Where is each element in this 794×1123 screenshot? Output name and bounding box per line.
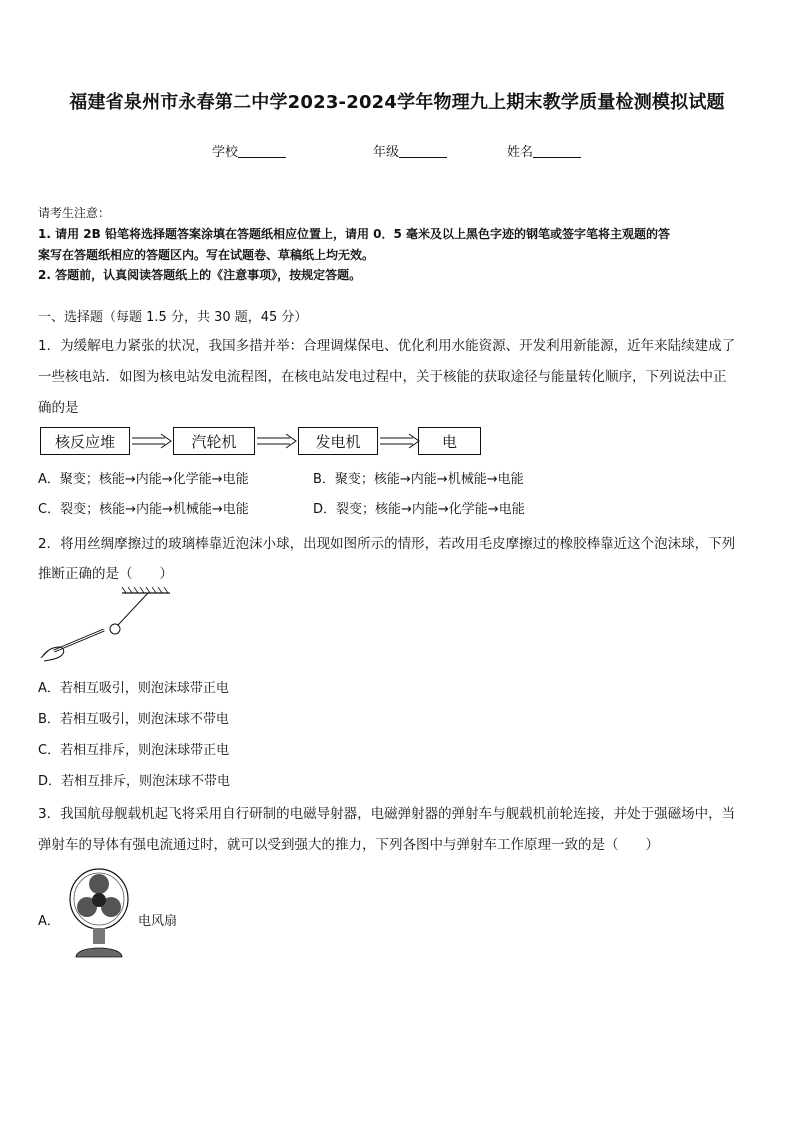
- name-field[interactable]: 姓名: [507, 141, 581, 160]
- q1-text-line2: 一些核电站．如图为核电站发电流程图，在核电站发电过程中，关于核能的获取途径与能量转化顺序，下列说法中正: [38, 369, 727, 385]
- q2-option-a[interactable]: A．若相互吸引，则泡沫球带正电: [38, 681, 229, 696]
- q3-option-a-label: 电风扇: [138, 914, 178, 929]
- q3-option-a-letter[interactable]: A．: [38, 914, 60, 929]
- flow-arrow-icon: [131, 433, 173, 449]
- q2-option-d[interactable]: D．若相互排斥，则泡沫球不带电: [38, 774, 231, 789]
- flow-box-reactor: 核反应堆: [40, 427, 130, 455]
- flow-box-generator: 发电机: [298, 427, 378, 455]
- q3-text-line2: 弹射车的导体有强电流通过时，就可以受到强大的推力，下列各图中与弹射车工作原理一致的是（ ）: [38, 837, 659, 853]
- notice-item-2: 2. 答题前，认真阅读答题纸上的《注意事项》，按规定答题。: [38, 268, 362, 282]
- notice-heading: 请考生注意：: [38, 206, 111, 220]
- notice-item-1: 1. 请用 2B 铅笔将选择题答案涂填在答题纸相应位置上，请用 0．5 毫米及以上黑色字迹的钢笔或签字笔将主观题的答: [38, 227, 670, 241]
- q2-option-c[interactable]: C．若相互排斥，则泡沫球带正电: [38, 743, 230, 758]
- electric-fan-icon: [66, 865, 132, 959]
- q1-text-line3: 确的是: [38, 400, 79, 416]
- page-title: 福建省泉州市永春第二中学2023-2024学年物理九上期末教学质量检测模拟试题: [69, 92, 725, 113]
- q1-option-d[interactable]: D．裂变；核能→内能→化学能→电能: [313, 502, 525, 517]
- flow-box-electricity: 电: [418, 427, 481, 455]
- flow-arrow-icon: [256, 433, 298, 449]
- q2-text-line1: 2．将用丝绸摩擦过的玻璃棒靠近泡沫小球，出现如图所示的情形，若改用毛皮摩擦过的橡胶棒靠近这个泡沫球，下列: [38, 536, 736, 552]
- q1-text-line1: 1．为缓解电力紧张的状况，我国多措并举：合理调煤保电、优化利用水能资源、开发利用新能源，近年来陆续建成了: [38, 338, 736, 354]
- q1-option-c[interactable]: C．裂变；核能→内能→机械能→电能: [38, 502, 249, 517]
- q3-text-line1: 3．我国航母舰载机起飞将采用自行研制的电磁导射器，电磁弹射器的弹射车与舰载机前轮连接，并处于强磁场中，当: [38, 806, 736, 822]
- flow-box-turbine: 汽轮机: [173, 427, 255, 455]
- q1-option-b[interactable]: B．聚变；核能→内能→机械能→电能: [313, 472, 524, 487]
- section-heading: 一、选择题（每题 1.5 分，共 30 题，45 分）: [38, 310, 308, 325]
- notice-item-1-cont: 案写在答题纸相应的答题区内。写在试题卷、草稿纸上均无效。: [38, 248, 375, 262]
- q2-figure-rod-and-ball: [38, 585, 178, 667]
- flow-arrow-icon: [379, 433, 421, 449]
- grade-field[interactable]: 年级: [373, 141, 447, 160]
- school-field[interactable]: 学校: [212, 141, 286, 160]
- q1-option-a[interactable]: A．聚变；核能→内能→化学能→电能: [38, 472, 249, 487]
- q2-option-b[interactable]: B．若相互吸引，则泡沫球不带电: [38, 712, 229, 727]
- q2-text-line2: 推断正确的是（ ）: [38, 566, 173, 582]
